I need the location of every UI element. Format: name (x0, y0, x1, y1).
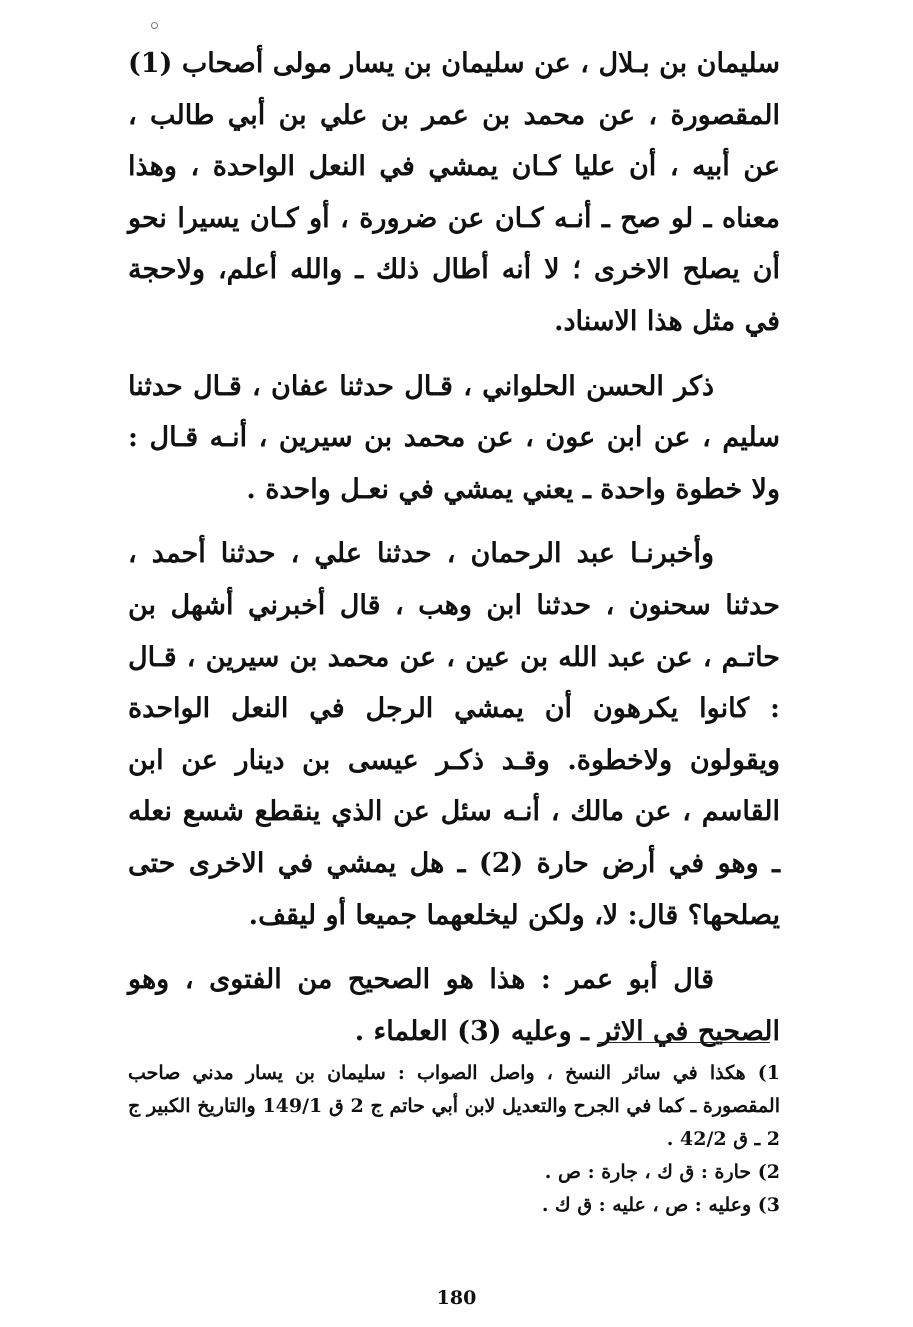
scan-speck (151, 22, 158, 29)
page-number: 180 (436, 1287, 477, 1309)
footnotes-section (128, 1057, 780, 1222)
footnote-3: 3) وعليه : ص ، عليه : ق ك . (541, 1194, 780, 1216)
footnote-1: 1) هكذا في سائر النسخ ، واصل الصواب : سليمان بن يسار مدني صاحب المقصورة ـ كما في الجرح والتعديل لابن أبي حاتم ج 2 ق 149/1 والتاريخ الكبير ج 2 ـ ق 42/2 . (128, 1062, 780, 1150)
paragraph-4: قال أبو عمر : هذا هو الصحيح من الفتوى ، وهو الصحيح في الاثر ـ وعليه (3) العلماء . (128, 964, 780, 1047)
footnote-2: 2) حارة : ق ك ، جارة : ص . (544, 1161, 780, 1183)
main-text-body (128, 38, 780, 1070)
paragraph-1: سليمان بن بـلال ، عن سليمان بن يسار مولى أصحاب (1) المقصورة ، عن محمد بن عمر بن علي بن أبي طالب ، عن أبيه ، أن عليا كـان يمشي في النعل الواحدة ، وهذا معناه ـ لو صح ـ أنـه كـان عن ضرورة ، أو كـان يسيرا نحو أن يصلح الاخرى ؛ لا أنه أطال ذلك ـ والله أعلم، ولاحجة في مثل هذا الاسناد. (128, 48, 780, 337)
paragraph-2: ذكر الحسن الحلواني ، قـال حدثنا عفان ، قـال حدثنا سليم ، عن ابن عون ، عن محمد بن سيرين ، أنـه قـال : ولا خطوة واحدة ـ يعني يمشي في نعـل واحدة . (128, 370, 780, 505)
footnote-divider (598, 1042, 770, 1043)
paragraph-3: وأخبرنـا عبد الرحمان ، حدثنا علي ، حدثنا أحمد ، حدثنا سحنون ، حدثنا ابن وهب ، قال أخبرني أشهل بن حاتـم ، عن عبد الله بن عين ، عن محمد بن سيرين ، قـال : كانوا يكرهون أن يمشي الرجل في النعل الواحدة ويقولون ولاخطوة. وقـد ذكـر عيسى بن دينار عن ابن القاسم ، عن مالك ، أنـه سئل عن الذي ينقطع شسع نعله ـ وهو في أرض حارة (2) ـ هل يمشي في الاخرى حتى يصلحها؟ قال: لا، ولكن ليخلعهما جميعا أو ليقف. (128, 538, 780, 931)
